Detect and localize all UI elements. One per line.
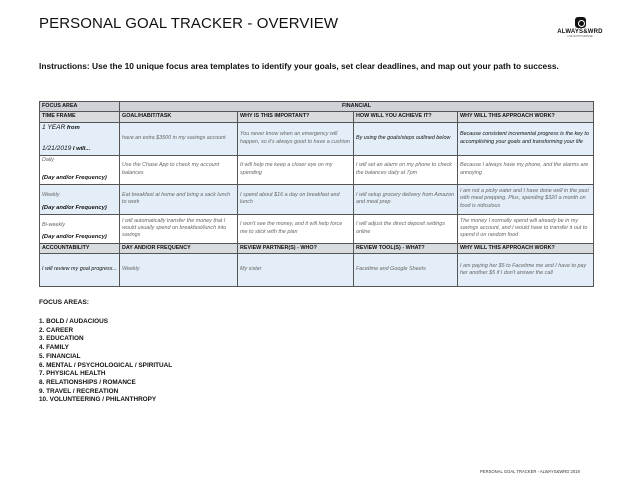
weekly-how-cell[interactable]: I will setup grocery delivery from Amazon and meal prep <box>354 184 458 214</box>
biweekly-freq: Bi-weekly <box>42 221 66 228</box>
accountability-freq-cell[interactable]: Weekly <box>120 253 238 286</box>
daily-approach-cell[interactable]: Because I always have my phone, and the alarms are annoying <box>458 155 594 184</box>
daily-how-cell[interactable]: I will set an alarm on my phone to check the balances daily at 7pm <box>354 155 458 184</box>
daily-freq: Daily <box>42 156 54 163</box>
header-goal: GOAL/HABIT/TASK <box>120 112 238 122</box>
list-item: 7. PHYSICAL HEALTH <box>39 370 106 378</box>
weekly-goal-cell[interactable]: Eat breakfast at home and bring a sack lunch to work <box>120 184 238 214</box>
year-goal-cell[interactable]: have an extra $3500 in my savings account <box>120 122 238 155</box>
header-review-partner: REVIEW PARTNER(S) - WHO? <box>238 243 354 253</box>
year-from: from <box>66 124 80 131</box>
biweekly-how-cell[interactable]: I will adjust the direct deposit settings online <box>354 214 458 243</box>
list-item: 9. TRAVEL / RECREATION <box>39 387 119 395</box>
instructions-text: Instructions: Use the 10 unique focus area templates to identify your goals, set clear deadlines, and map out your path to success. <box>39 61 559 71</box>
biweekly-time-cell[interactable] <box>40 214 120 243</box>
table-row-daily <box>40 155 594 184</box>
weekly-approach-cell[interactable]: I am not a picky eater and I have done well in the past with meal prepping. Plus, spending $320 a month on food is ridiculous <box>458 184 594 214</box>
year-time-cell[interactable] <box>40 122 120 155</box>
accountability-partner-cell[interactable]: My sister <box>238 253 354 286</box>
weekly-freq-hint: (Day and/or Frequency) <box>42 204 107 211</box>
header-accountability: ACCOUNTABILITY <box>40 243 120 253</box>
year-i-will: I will... <box>72 145 91 152</box>
year-why-cell[interactable]: You never know when an emergency will happen, so it's always good to have a cushion <box>238 122 354 155</box>
header-frequency: DAY AND/OR FREQUENCY <box>120 243 238 253</box>
page-title: PERSONAL GOAL TRACKER - OVERVIEW <box>39 15 339 32</box>
year-how-cell[interactable]: By using the goals/steps outlined below <box>354 122 458 155</box>
accountability-review-cell[interactable]: I will review my goal progress... <box>40 253 120 286</box>
list-item: 1. BOLD / AUDACIOUS <box>39 318 108 325</box>
table-row-biweekly <box>40 214 594 243</box>
focus-areas-list <box>39 318 172 405</box>
weekly-freq: Weekly <box>42 191 60 198</box>
biweekly-freq-hint: (Day and/or Frequency) <box>42 233 107 240</box>
accountability-approach-cell[interactable]: I am paying her $5 to Facetime me and I have to pay her another $5 if I don't answer the call <box>458 253 594 286</box>
year-label: 1 YEAR <box>42 123 66 131</box>
table-row-year <box>40 122 594 155</box>
header-approach-2: WHY WILL THIS APPROACH WORK? <box>458 243 594 253</box>
weekly-time-cell[interactable] <box>40 184 120 214</box>
list-item: 4. FAMILY <box>39 344 69 352</box>
focus-areas-title: FOCUS AREAS: <box>39 299 89 306</box>
daily-time-cell[interactable] <box>40 155 120 184</box>
daily-freq-hint: (Day and/or Frequency) <box>42 174 107 181</box>
list-item: 6. MENTAL / PSYCHOLOGICAL / SPIRITUAL <box>39 361 173 369</box>
logo-tagline: LIVE WITH PURPOSE <box>567 35 593 38</box>
list-item: 8. RELATIONSHIPS / ROMANCE <box>39 378 136 386</box>
biweekly-goal-cell[interactable]: I will automatically transfer the money that I would usually spend on breakfast/lunch into savings <box>120 214 238 243</box>
table-row-weekly <box>40 184 594 214</box>
list-item: 10. VOLUNTEERING / PHILANTHROPY <box>39 396 157 404</box>
year-approach-cell[interactable]: Because consistent incremental progress is the key to accomplishing your goals and transforming your life <box>458 122 594 155</box>
daily-goal-cell[interactable]: Use the Chase App to check my account balances <box>120 155 238 184</box>
weekly-why-cell[interactable]: I spend about $16 a day on breakfast and lunch <box>238 184 354 214</box>
focus-area-value: FINANCIAL <box>120 102 594 112</box>
logo-icon <box>575 17 586 28</box>
header-review-tool: REVIEW TOOL(S) - WHAT? <box>354 243 458 253</box>
brand-logo <box>550 17 610 38</box>
focus-area-label: FOCUS AREA <box>40 102 120 112</box>
list-item: 3. EDUCATION <box>39 335 84 343</box>
page-footer: PERSONAL GOAL TRACKER - ALWAYS&WRD 2019 <box>480 469 580 474</box>
header-why: WHY IS THIS IMPORTANT? <box>238 112 354 122</box>
header-time-frame: TIME FRAME <box>40 112 120 122</box>
header-approach: WHY WILL THIS APPROACH WORK? <box>458 112 594 122</box>
goal-tracker-table <box>39 101 594 287</box>
accountability-tool-cell[interactable]: Facetime and Google Sheets <box>354 253 458 286</box>
list-item: 5. FINANCIAL <box>39 352 81 360</box>
biweekly-approach-cell[interactable]: The money I normally spend will already be in my savings account, and I would have to transfer it out to spend it on random food <box>458 214 594 243</box>
biweekly-why-cell[interactable]: I won't see the money, and it will help force me to stick with the plan <box>238 214 354 243</box>
table-row-accountability <box>40 253 594 286</box>
daily-why-cell[interactable]: It will help me keep a closer eye on my spending <box>238 155 354 184</box>
year-date: 1/21/2019 <box>42 144 72 152</box>
list-item: 2. CAREER <box>39 326 74 334</box>
logo-text: ALWAYS&WRD <box>557 29 603 35</box>
header-how: HOW WILL YOU ACHIEVE IT? <box>354 112 458 122</box>
